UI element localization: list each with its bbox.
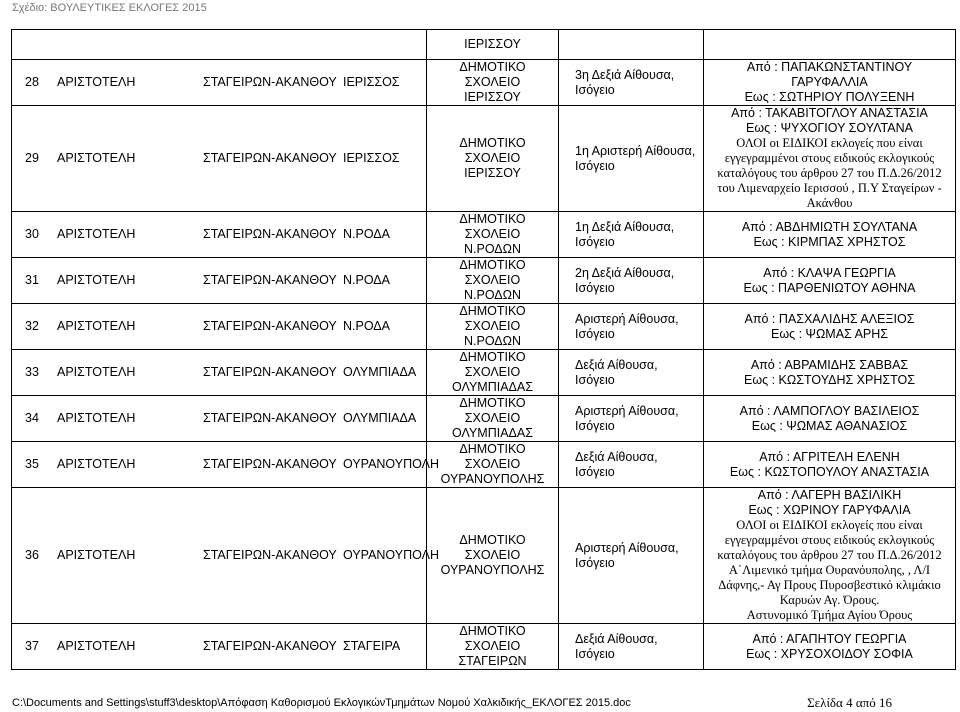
voter-range-cell	[704, 106, 956, 212]
room-line: Ισόγειο	[575, 418, 615, 433]
municipality: ΑΡΙΣΤΟΤΕΛΗ	[57, 457, 136, 471]
special-voters-note-line: Α΄Λιμενικό τμήμα Ουρανόυπολης, , Λ/Ι	[728, 563, 931, 577]
municipal-district: ΣΤΑΓΕΙΡΩΝ-ΑΚΑΝΘΟΥ	[203, 639, 337, 653]
voter-range-line: Εως : ΨΥΧΟΓΙΟΥ ΣΟΥΛΤΑΝΑ	[746, 121, 913, 135]
station-number: 30	[25, 227, 39, 241]
locality: Ν.ΡΟΔΑ	[343, 319, 390, 333]
table-row	[12, 106, 956, 212]
municipality: ΑΡΙΣΤΟΤΕΛΗ	[57, 151, 136, 165]
room-cell	[559, 442, 704, 488]
school-line: ΔΗΜΟΤΙΚΟ	[459, 533, 526, 547]
voter-range-line: Εως : ΨΩΜΑΣ ΑΘΑΝΑΣΙΟΣ	[751, 418, 908, 433]
room-line: 1η Δεξιά Αίθουσα,	[575, 219, 675, 234]
voter-range-line: Εως : ΧΩΡΙΝΟΥ ΓΑΡΥΦΑΛΙΑ	[748, 503, 911, 517]
special-voters-note-line: εγγεγραμμένοι στους ειδικούς εκλογικούς	[724, 151, 935, 165]
voter-range-line: Από : ΛΑΜΠΟΓΛΟΥ ΒΑΣΙΛΕΙΟΣ	[739, 403, 920, 418]
continuation-row	[12, 30, 956, 60]
voter-range-cell	[704, 396, 956, 442]
school-line: ΟΥΡΑΝΟΥΠΟΛΗΣ	[440, 563, 545, 577]
station-cell	[12, 212, 427, 258]
school-line: ΟΛΥΜΠΙΑΔΑΣ	[452, 380, 533, 394]
station-number: 36	[25, 548, 39, 562]
voter-range-line: Εως : ΚΩΣΤΟΥΔΗΣ ΧΡΗΣΤΟΣ	[744, 372, 915, 387]
municipal-district: ΣΤΑΓΕΙΡΩΝ-ΑΚΑΝΘΟΥ	[203, 457, 337, 471]
room-cell	[559, 60, 704, 106]
station-cell	[12, 304, 427, 350]
room-line: Ισόγειο	[575, 280, 615, 295]
school-cell	[427, 258, 559, 304]
station-cell	[12, 624, 427, 670]
locality: ΙΕΡΙΣΣΟΣ	[343, 75, 400, 89]
school-cell	[427, 212, 559, 258]
room-line: Ισόγειο	[575, 326, 615, 341]
school-line: ΔΗΜΟΤΙΚΟ	[459, 350, 526, 364]
school-line: ΣΧΟΛΕΙΟ	[464, 151, 521, 165]
station-cell	[12, 442, 439, 488]
table-row	[12, 258, 956, 304]
school-line: Ν.ΡΟΔΩΝ	[463, 288, 522, 302]
school-line: ΣΧΟΛΕΙΟ	[464, 411, 521, 425]
school-line: ΟΛΥΜΠΙΑΔΑΣ	[452, 426, 533, 440]
special-voters-note-line: καταλόγους του άρθρου 27 του Π.Δ.26/2012	[717, 166, 942, 180]
room-cell	[559, 212, 704, 258]
voter-range-cell	[704, 60, 956, 106]
station-number: 29	[25, 151, 39, 165]
municipality: ΑΡΙΣΤΟΤΕΛΗ	[57, 639, 136, 653]
room-line: Ισόγειο	[575, 82, 615, 97]
station-number: 34	[25, 411, 39, 425]
school-line: ΔΗΜΟΤΙΚΟ	[459, 60, 526, 74]
special-voters-note-line: Ακάνθου	[806, 196, 853, 210]
special-voters-note-line: του Λιμεναρχείο Ιερισσού , Π.Υ Σταγείρων -	[717, 181, 942, 195]
room-line: Ισόγειο	[575, 646, 615, 661]
room-cell	[559, 488, 704, 624]
school-line: ΣΧΟΛΕΙΟ	[464, 365, 521, 379]
school-cell	[427, 106, 559, 212]
school-line: ΣΧΟΛΕΙΟ	[464, 273, 521, 287]
station-number: 37	[25, 639, 39, 653]
voter-range-line: ΓΑΡΥΦΑΛΛΙΑ	[791, 75, 868, 89]
voter-range-line: Από : ΠΑΣΧΑΛΙΔΗΣ ΑΛΕΞΙΟΣ	[744, 311, 915, 326]
voter-range-line: Από : ΑΓΡΙΤΕΛΗ ΕΛΕΝΗ	[759, 449, 900, 464]
locality: Ν.ΡΟΔΑ	[343, 273, 390, 287]
table-row	[12, 624, 956, 670]
municipal-district: ΣΤΑΓΕΙΡΩΝ-ΑΚΑΝΘΟΥ	[203, 365, 337, 379]
school-line: ΙΕΡΙΣΣΟΥ	[464, 166, 521, 180]
locality: Ν.ΡΟΔΑ	[343, 227, 390, 241]
room-line: Ισόγειο	[575, 372, 615, 387]
school-line: ΔΗΜΟΤΙΚΟ	[459, 396, 526, 410]
municipality: ΑΡΙΣΤΟΤΕΛΗ	[57, 411, 136, 425]
room-line: Δεξιά Αίθουσα,	[575, 357, 658, 372]
voter-range-line: Εως : ΚΙΡΜΠΑΣ ΧΡΗΣΤΟΣ	[753, 234, 906, 249]
room-cell	[559, 106, 704, 212]
polling-stations-table	[11, 29, 956, 670]
school-line: ΣΧΟΛΕΙΟ	[464, 319, 521, 333]
voter-range-cell	[704, 258, 956, 304]
school-line: ΣΧΟΛΕΙΟ	[464, 457, 521, 471]
school-cell	[427, 442, 559, 488]
table-row	[12, 350, 956, 396]
school-line: ΣΧΟΛΕΙΟ	[464, 639, 521, 653]
school-line: ΙΕΡΙΣΣΟΥ	[464, 90, 521, 104]
voter-range-line: Από : ΤΑΚΑΒΙΤΟΓΛΟΥ ΑΝΑΣΤΑΣΙΑ	[731, 106, 928, 120]
municipality: ΑΡΙΣΤΟΤΕΛΗ	[57, 273, 136, 287]
room-line: 2η Δεξιά Αίθουσα,	[575, 265, 675, 280]
room-cell	[559, 624, 704, 670]
voter-range-cell	[704, 304, 956, 350]
special-voters-note-line: Δάφνης,- Αγ Πρους Πυροσβεστικό κλιμάκιο	[718, 578, 941, 592]
school-line: ΣΧΟΛΕΙΟ	[464, 227, 521, 241]
voter-range-line: Εως : ΚΩΣΤΟΠΟΥΛΟΥ ΑΝΑΣΤΑΣΙΑ	[729, 464, 930, 479]
school-line: Ν.ΡΟΔΩΝ	[463, 242, 522, 256]
station-cell	[12, 60, 427, 106]
school-cell	[427, 624, 559, 670]
municipal-district: ΣΤΑΓΕΙΡΩΝ-ΑΚΑΝΘΟΥ	[203, 273, 337, 287]
voter-range-line: Από : ΚΛΑΨΑ ΓΕΩΡΓΙΑ	[763, 265, 896, 280]
room-line: Αριστερή Αίθουσα,	[575, 403, 679, 418]
voter-range-cell	[704, 350, 956, 396]
municipal-district: ΣΤΑΓΕΙΡΩΝ-ΑΚΑΝΘΟΥ	[203, 151, 337, 165]
room-line: Ισόγειο	[575, 234, 615, 249]
municipality: ΑΡΙΣΤΟΤΕΛΗ	[57, 227, 136, 241]
table-row	[12, 442, 956, 488]
room-line: Ισόγειο	[575, 158, 615, 173]
voter-range-line: Εως : ΧΡΥΣΟΧΟΙΔΟΥ ΣΟΦΙΑ	[746, 646, 913, 661]
municipality: ΑΡΙΣΤΟΤΕΛΗ	[57, 319, 136, 333]
voter-range-line: Από : ΛΑΓΕΡΗ ΒΑΣΙΛΙΚΗ	[757, 488, 902, 502]
municipal-district: ΣΤΑΓΕΙΡΩΝ-ΑΚΑΝΘΟΥ	[203, 411, 337, 425]
voter-range-line: Από : ΑΒΡΑΜΙΔΗΣ ΣΑΒΒΑΣ	[750, 357, 909, 372]
municipal-district: ΣΤΑΓΕΙΡΩΝ-ΑΚΑΝΘΟΥ	[203, 319, 337, 333]
locality: ΟΥΡΑΝΟΥΠΟΛΗ	[343, 457, 439, 471]
special-voters-note-line: καταλόγους του άρθρου 27 του Π.Δ.26/2012	[717, 548, 942, 562]
school-line: Ν.ΡΟΔΩΝ	[463, 334, 522, 348]
station-number: 35	[25, 457, 39, 471]
voter-range-line: Εως : ΨΩΜΑΣ ΑΡΗΣ	[770, 326, 889, 341]
school-line: ΔΗΜΟΤΙΚΟ	[459, 258, 526, 272]
school-cell	[427, 396, 559, 442]
school-line: ΔΗΜΟΤΙΚΟ	[459, 212, 526, 226]
station-number: 28	[25, 75, 39, 89]
municipality: ΑΡΙΣΤΟΤΕΛΗ	[57, 548, 136, 562]
room-line: Ισόγειο	[575, 555, 615, 570]
table-row	[12, 212, 956, 258]
draft-header: Σχέδιο: ΒΟΥΛΕΥΤΙΚΕΣ ΕΚΛΟΓΕΣ 2015	[12, 2, 207, 14]
continuation-school: ΙΕΡΙΣΣΟΥ	[427, 30, 559, 60]
room-line: Δεξιά Αίθουσα,	[575, 449, 658, 464]
municipal-district: ΣΤΑΓΕΙΡΩΝ-ΑΚΑΝΘΟΥ	[203, 548, 337, 562]
special-voters-note-line: Καρυών Αγ. Όρους.	[779, 593, 880, 607]
school-line: ΟΥΡΑΝΟΥΠΟΛΗΣ	[440, 472, 545, 486]
room-line: Αριστερή Αίθουσα,	[575, 311, 679, 326]
station-cell	[12, 258, 427, 304]
station-number: 32	[25, 319, 39, 333]
voter-range-line: Από : ΠΑΠΑΚΩΝΣΤΑΝΤΙΝΟΥ	[746, 60, 913, 74]
voter-range-line: Από : ΑΓΑΠΗΤΟΥ ΓΕΩΡΓΙΑ	[752, 631, 907, 646]
room-cell	[559, 258, 704, 304]
school-line: ΣΧΟΛΕΙΟ	[464, 75, 521, 89]
station-cell	[12, 350, 427, 396]
station-cell	[12, 106, 427, 212]
voter-range-cell	[704, 624, 956, 670]
room-line: Ισόγειο	[575, 464, 615, 479]
school-line: ΔΗΜΟΤΙΚΟ	[459, 304, 526, 318]
school-line: ΔΗΜΟΤΙΚΟ	[459, 442, 526, 456]
special-voters-note-line: ΟΛΟΙ οι ΕΙΔΙΚΟΙ εκλογείς που είναι	[736, 136, 923, 150]
locality: ΟΥΡΑΝΟΥΠΟΛΗ	[343, 548, 439, 562]
school-line: ΣΧΟΛΕΙΟ	[464, 548, 521, 562]
voter-range-line: Εως : ΠΑΡΘΕΝΙΩΤΟΥ ΑΘΗΝΑ	[743, 280, 916, 295]
table-row	[12, 488, 956, 624]
station-number: 31	[25, 273, 39, 287]
voter-range-line: Εως : ΣΩΤΗΡΙΟΥ ΠΟΛΥΞΕΝΗ	[744, 90, 915, 104]
locality: ΟΛΥΜΠΙΑΔΑ	[343, 411, 417, 425]
voter-range-cell	[704, 212, 956, 258]
room-line: Δεξιά Αίθουσα,	[575, 631, 658, 646]
school-line: ΔΗΜΟΤΙΚΟ	[459, 136, 526, 150]
table-row	[12, 396, 956, 442]
room-cell	[559, 350, 704, 396]
station-number: 33	[25, 365, 39, 379]
municipality: ΑΡΙΣΤΟΤΕΛΗ	[57, 75, 136, 89]
room-line: Αριστερή Αίθουσα,	[575, 540, 679, 555]
special-voters-note-line: εγγεγραμμένοι στους ειδικούς εκλογικούς	[724, 533, 935, 547]
station-cell	[12, 488, 439, 624]
municipality: ΑΡΙΣΤΟΤΕΛΗ	[57, 365, 136, 379]
room-cell	[559, 396, 704, 442]
room-line: 1η Αριστερή Αίθουσα,	[575, 143, 696, 158]
table-row	[12, 304, 956, 350]
school-cell	[427, 60, 559, 106]
municipal-district: ΣΤΑΓΕΙΡΩΝ-ΑΚΑΝΘΟΥ	[203, 227, 337, 241]
voter-range-line: Από : ΑΒΔΗΜΙΩΤΗ ΣΟΥΛΤΑΝΑ	[741, 219, 918, 234]
school-line: ΣΤΑΓΕΙΡΩΝ	[458, 654, 527, 668]
school-line: ΔΗΜΟΤΙΚΟ	[459, 624, 526, 638]
locality: ΙΕΡΙΣΣΟΣ	[343, 151, 400, 165]
locality: ΣΤΑΓΕΙΡΑ	[343, 639, 401, 653]
voter-range-cell	[704, 442, 956, 488]
table-row	[12, 60, 956, 106]
locality: ΟΛΥΜΠΙΑΔΑ	[343, 365, 417, 379]
school-cell	[427, 350, 559, 396]
special-voters-note-line: Αστυνομικό Τμήμα Αγίου Όρους	[746, 608, 913, 622]
footer-file-path: C:\Documents and Settings\stuff3\desktop\Απόφαση Καθορισμού ΕκλογικώνΤμημάτων Νομού Χαλκιδικής_ΕΚΛΟΓΕΣ 2015.doc	[12, 697, 631, 709]
school-cell	[427, 304, 559, 350]
special-voters-note-line: ΟΛΟΙ οι ΕΙΔΙΚΟΙ εκλογείς που είναι	[736, 518, 923, 532]
station-cell	[12, 396, 427, 442]
voter-range-cell	[704, 488, 956, 624]
school-cell	[427, 488, 559, 624]
municipal-district: ΣΤΑΓΕΙΡΩΝ-ΑΚΑΝΘΟΥ	[203, 75, 337, 89]
footer-page-number: Σελίδα 4 από 16	[807, 695, 892, 710]
room-cell	[559, 304, 704, 350]
room-line: 3η Δεξιά Αίθουσα,	[575, 67, 675, 82]
